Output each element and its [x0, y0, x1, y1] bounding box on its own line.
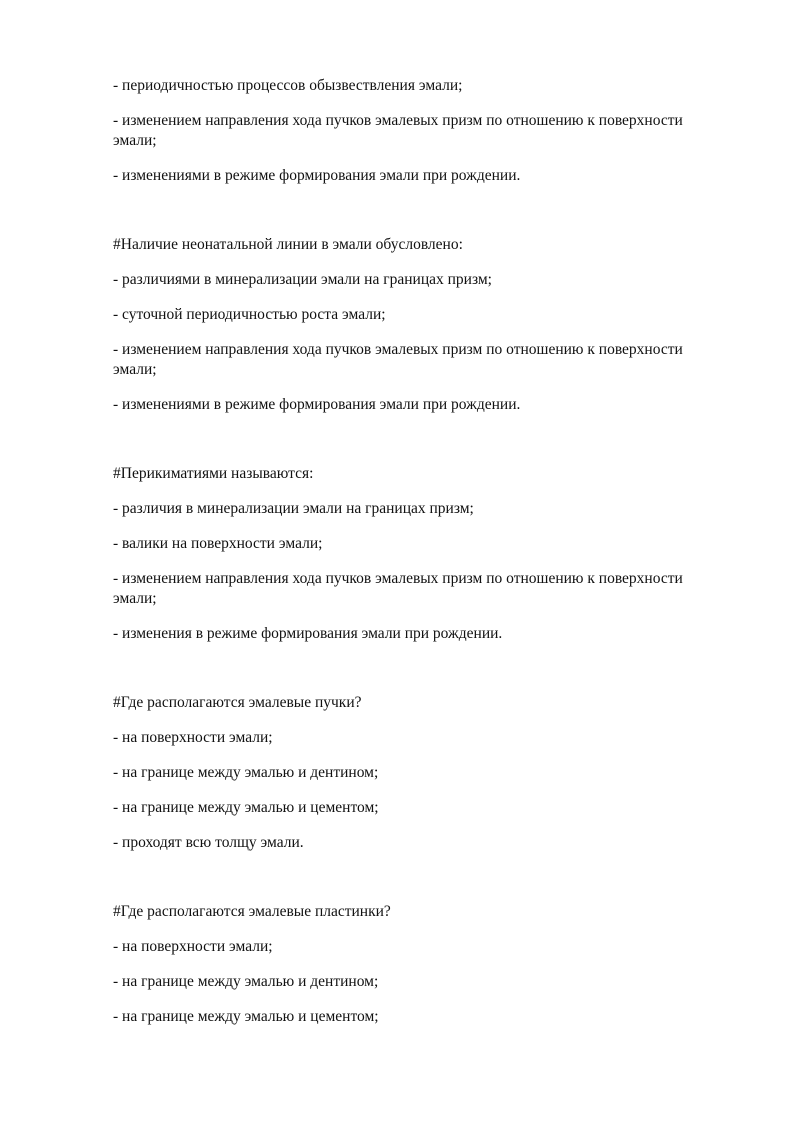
- answer-option: - на поверхности эмали;: [113, 938, 273, 955]
- answer-option: - на границе между эмалью и дентином;: [113, 764, 379, 781]
- question-block-neonatal-line: [113, 235, 713, 415]
- answer-option: - изменением направления хода пучков эмалевых призм по отношению к поверхности эмали;: [113, 112, 683, 149]
- question-text: #Где располагаются эмалевые пластинки?: [113, 903, 391, 920]
- answer-option: - периодичностью процессов обызвествления эмали;: [113, 77, 463, 94]
- block-gap: [113, 201, 713, 235]
- answer-option: - изменением направления хода пучков эмалевых призм по отношению к поверхности эмали;: [113, 570, 683, 607]
- answer-option: - валики на поверхности эмали;: [113, 535, 323, 552]
- question-text: #Наличие неонатальной линии в эмали обусловлено:: [113, 236, 463, 253]
- answer-option: - на границе между эмалью и цементом;: [113, 1008, 379, 1025]
- answer-block-continuation: [113, 76, 713, 186]
- question-text: #Перикиматиями называются:: [113, 465, 314, 482]
- block-gap: [113, 430, 713, 464]
- question-block-enamel-lamellae: [113, 902, 713, 1027]
- answer-option: - изменениями в режиме формирования эмали при рождении.: [113, 396, 521, 413]
- answer-option: - на поверхности эмали;: [113, 729, 273, 746]
- answer-option: - изменения в режиме формирования эмали при рождении.: [113, 625, 503, 642]
- question-block-perikymata: [113, 464, 713, 644]
- answer-option: - проходят всю толщу эмали.: [113, 834, 304, 851]
- document-content: [113, 76, 713, 1042]
- answer-option: - изменением направления хода пучков эмалевых призм по отношению к поверхности эмали;: [113, 341, 683, 378]
- question-block-enamel-tufts: [113, 693, 713, 853]
- answer-option: - суточной периодичностью роста эмали;: [113, 306, 386, 323]
- answer-option: - различиями в минерализации эмали на границах призм;: [113, 271, 492, 288]
- block-gap: [113, 659, 713, 693]
- answer-option: - различия в минерализации эмали на границах призм;: [113, 500, 474, 517]
- block-gap: [113, 868, 713, 902]
- answer-option: - на границе между эмалью и цементом;: [113, 799, 379, 816]
- answer-option: - на границе между эмалью и дентином;: [113, 973, 379, 990]
- answer-option: - изменениями в режиме формирования эмали при рождении.: [113, 167, 521, 184]
- question-text: #Где располагаются эмалевые пучки?: [113, 694, 362, 711]
